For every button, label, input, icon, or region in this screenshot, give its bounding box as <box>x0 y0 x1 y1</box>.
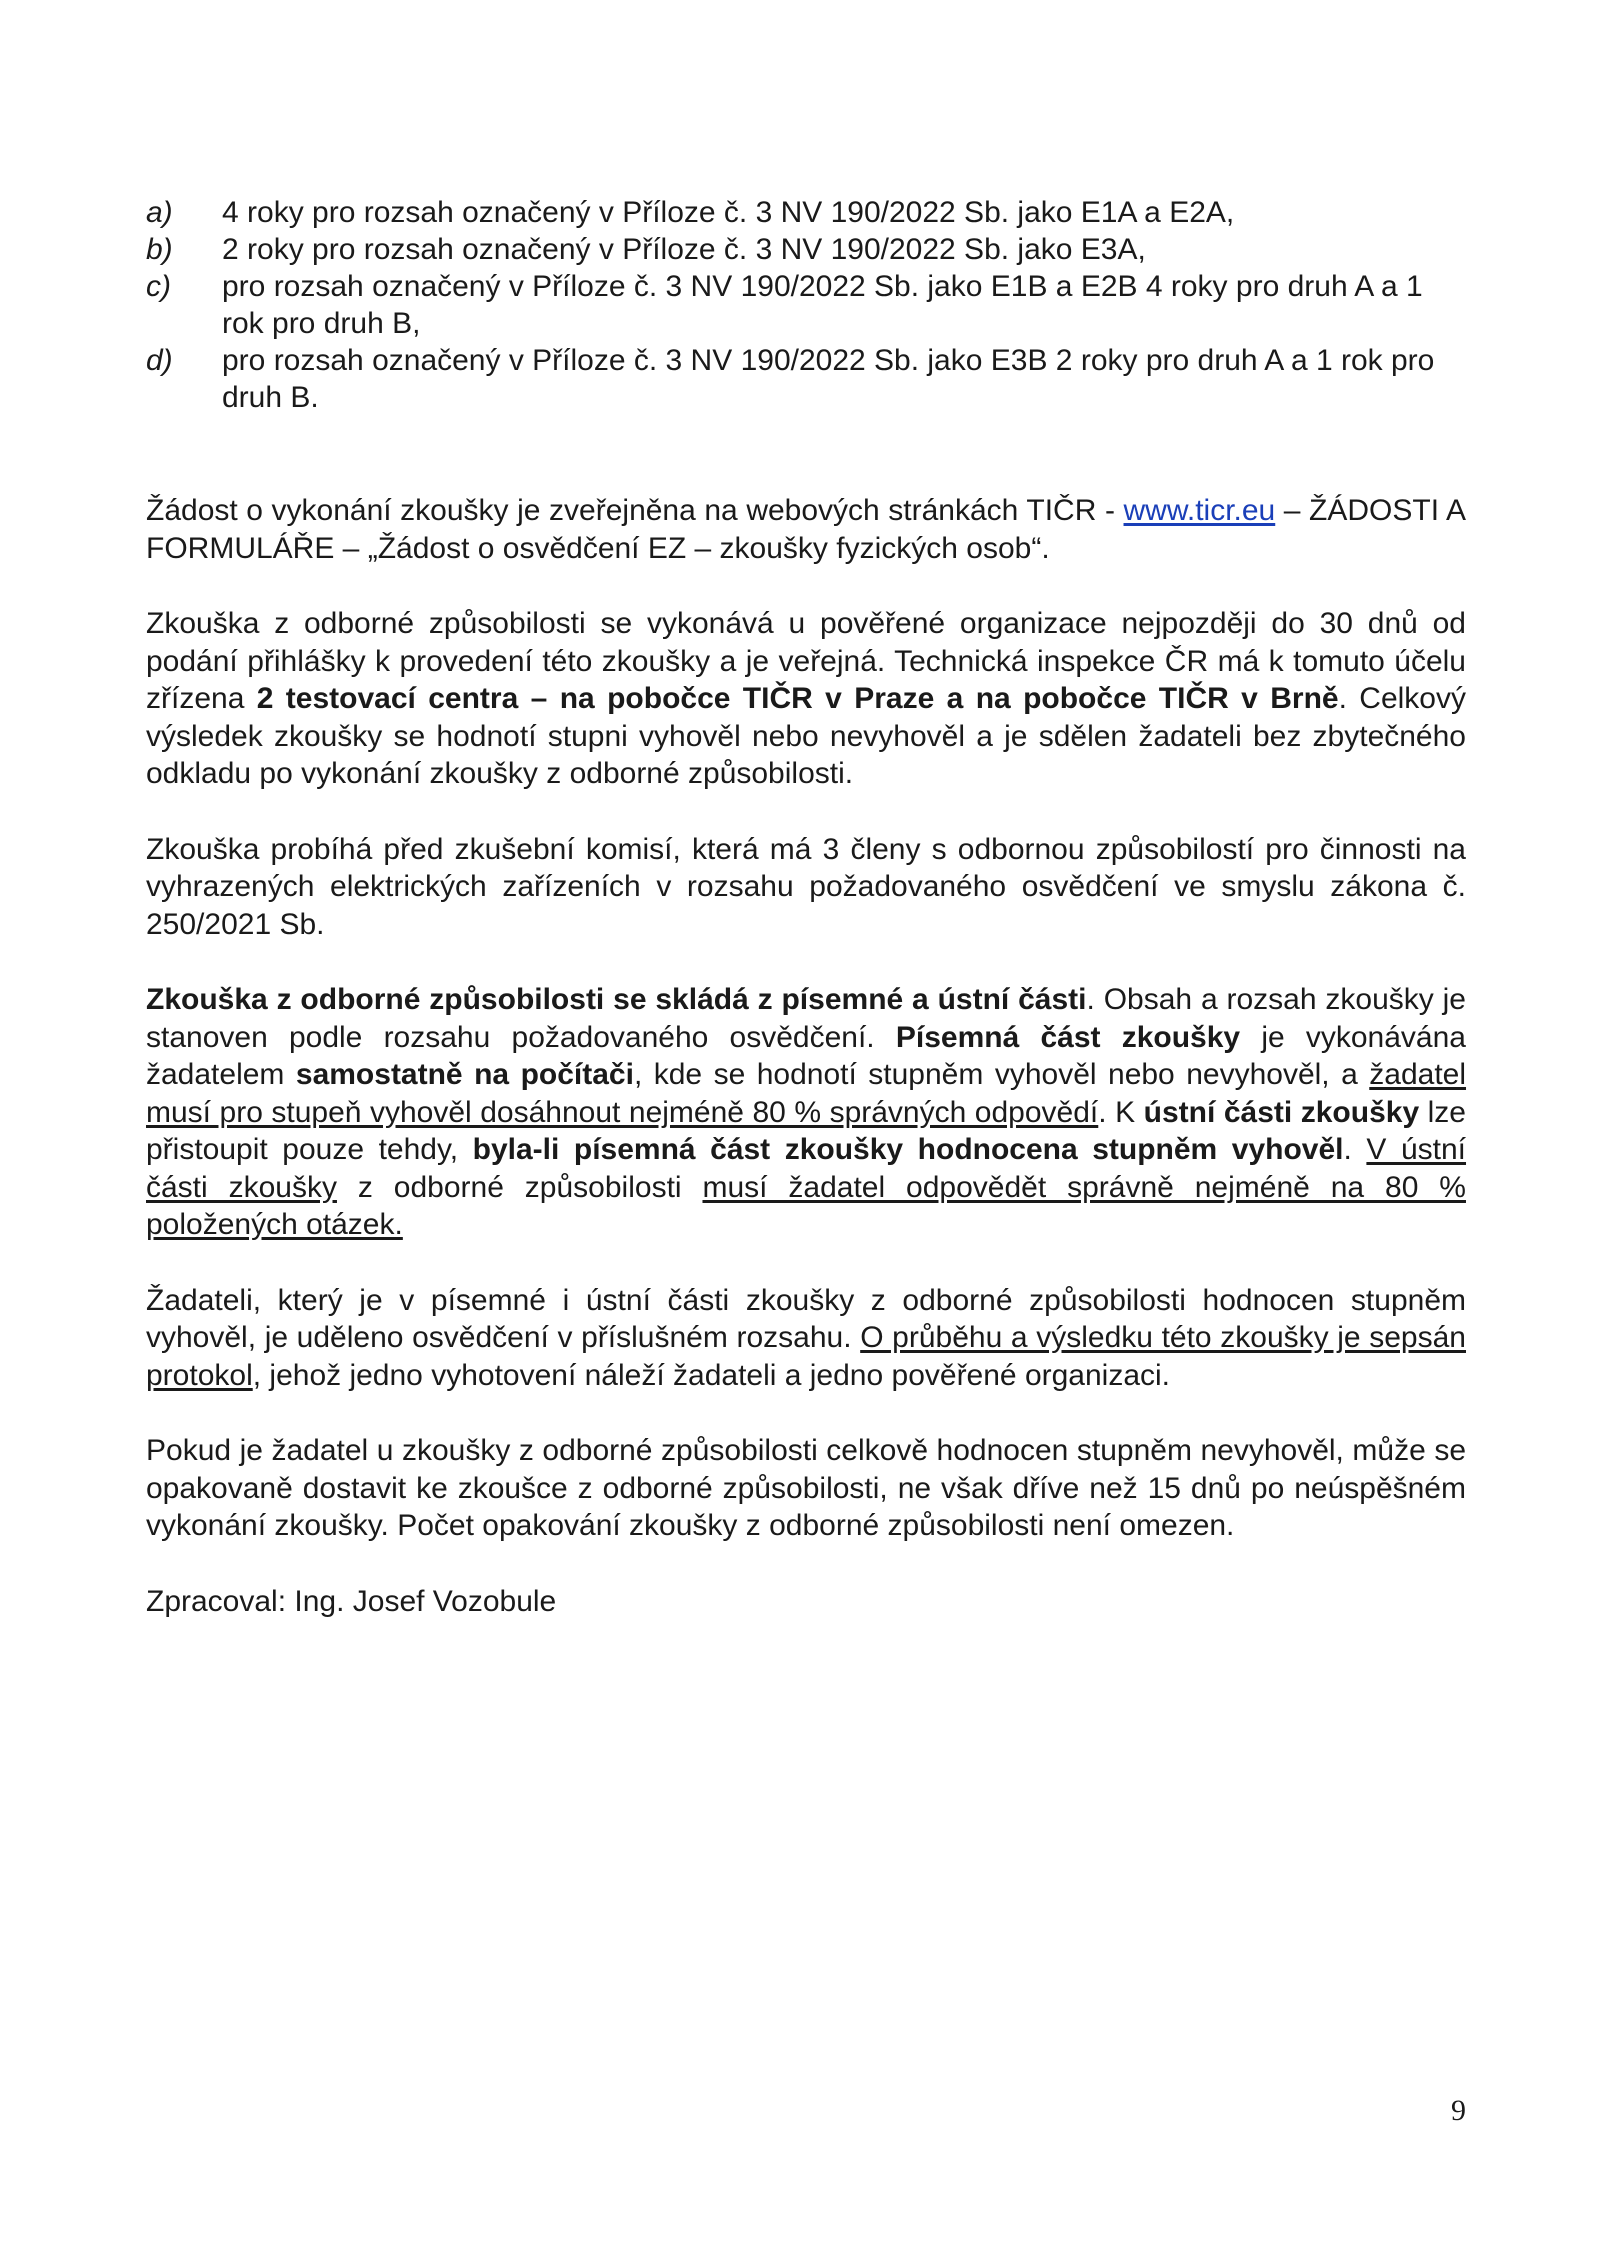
list-marker: a) <box>146 196 173 229</box>
list-marker: c) <box>146 270 171 303</box>
text-run: Zkouška probíhá před zkušební komisí, která má 3 členy s odbornou způsobilostí pro činnosti na vyhrazených elektrických zařízeních v rozsahu požadovaného osvědčení ve smyslu zákona č. 250/2021 Sb. <box>146 832 1466 941</box>
certificate-paragraph <box>146 1282 1466 1395</box>
exam-location-paragraph <box>146 605 1466 793</box>
text-run: z odborné způsobilosti <box>336 1170 703 1204</box>
text-run: . K <box>1098 1095 1144 1129</box>
text-run: Pokud je žadatel u zkoušky z odborné způsobilosti celkově hodnocen stupněm nevyhověl, může se opakovaně dostavit ke zkoušce z odborné způsobilosti, ne však dříve než 15 dnů po neúspěšném vykonání zkoušky. Počet opakování zkoušky z odborné způsobilosti není omezen. <box>146 1434 1466 1542</box>
text-run: , kde se hodnotí stupněm vyhověl nebo nevyhověl, a <box>633 1058 1370 1091</box>
text-run: , jehož jedno vyhotovení náleží žadateli a jedno pověřené organizaci. <box>252 1358 1171 1392</box>
validity-list <box>146 194 1466 416</box>
list-item-text: 4 roky pro rozsah označený v Příloze č. 3 NV 190/2022 Sb. jako E1A a E2A, <box>222 196 1235 229</box>
list-item-text: pro rozsah označený v Příloze č. 3 NV 190/2022 Sb. jako E3B 2 roky pro druh A a 1 rok pro druh B. <box>222 344 1435 414</box>
list-item <box>146 194 1466 231</box>
commission-paragraph <box>146 831 1466 944</box>
bold-run: Zkouška z odborné způsobilosti se skládá z písemné a ústní části <box>146 983 1087 1016</box>
document-page <box>146 194 1466 1658</box>
text-run: Žádost o vykonání zkoušky je zveřejněna na webových stránkách TIČR - <box>146 494 1124 527</box>
list-item <box>146 342 1466 416</box>
text-run: lze přistoupit pouze tehdy, <box>146 1095 1466 1166</box>
text-run: . Obsah a rozsah zkoušky je stanoven podle rozsahu požadovaného osvědčení. <box>146 983 1466 1054</box>
underlined-run: O průběhu a výsledku této zkoušky je sepsán protokol <box>146 1321 1466 1392</box>
list-item <box>146 268 1466 342</box>
exam-structure-paragraph <box>146 981 1466 1244</box>
application-paragraph <box>146 492 1466 567</box>
list-item <box>146 231 1466 268</box>
list-item-text: 2 roky pro rozsah označený v Příloze č. 3 NV 190/2022 Sb. jako E3A, <box>222 233 1146 266</box>
list-item-text: pro rozsah označený v Příloze č. 3 NV 190/2022 Sb. jako E1B a E2B 4 roky pro druh A a 1 rok pro druh B, <box>222 270 1423 340</box>
text-run: – ŽÁDOSTI A FORMULÁŘE – „Žádost o osvědčení EZ – zkoušky fyzických osob“. <box>146 494 1466 565</box>
list-marker: d) <box>146 344 173 377</box>
underlined-run: V ústní části zkoušky <box>146 1133 1467 1204</box>
underlined-run: musí žadatel odpovědět správně nejméně na 80 % položených otázek. <box>146 1170 1466 1241</box>
list-marker: b) <box>146 233 173 266</box>
page-number: 9 <box>1451 2094 1466 2127</box>
bold-run: samostatně na počítači <box>295 1058 634 1091</box>
text-run: Žadateli, který je v písemné i ústní části zkoušky z odborné způsobilosti hodnocen stupněm vyhověl, je uděleno osvědčení v příslušném rozsahu. <box>146 1283 1466 1354</box>
retake-paragraph <box>146 1432 1466 1545</box>
author-signature: Zpracoval: Ing. Josef Vozobule <box>146 1584 557 1618</box>
text-run: je vykonávána žadatelem <box>146 1020 1466 1091</box>
underlined-run: žadatel musí pro stupeň vyhověl dosáhnout nejméně 80 % správných odpovědí <box>146 1058 1467 1129</box>
bold-run: 2 testovací centra – na pobočce TIČR v Praze a na pobočce TIČR v Brně <box>256 682 1339 715</box>
text-run: Zkouška z odborné způsobilosti se vykonává u pověřené organizace nejpozději do 30 dnů od podání přihlášky k provedení této zkoušky a je veřejná. Technická inspekce ČR má k tomuto účelu zřízena <box>146 607 1466 715</box>
bold-run: Písemná část zkoušky <box>895 1020 1241 1054</box>
ticr-website-link[interactable]: www.ticr.eu <box>1123 494 1276 527</box>
bold-run: byla-li písemná část zkoušky hodnocena stupněm vyhověl <box>472 1133 1344 1166</box>
text-run: . <box>1343 1133 1367 1166</box>
bold-run: ústní části zkoušky <box>1143 1095 1420 1129</box>
text-run: . Celkový výsledek zkoušky se hodnotí stupni vyhověl nebo nevyhověl a je sdělen žadateli bez zbytečného odkladu po vykonání zkoušky z odborné způsobilosti. <box>146 682 1466 790</box>
